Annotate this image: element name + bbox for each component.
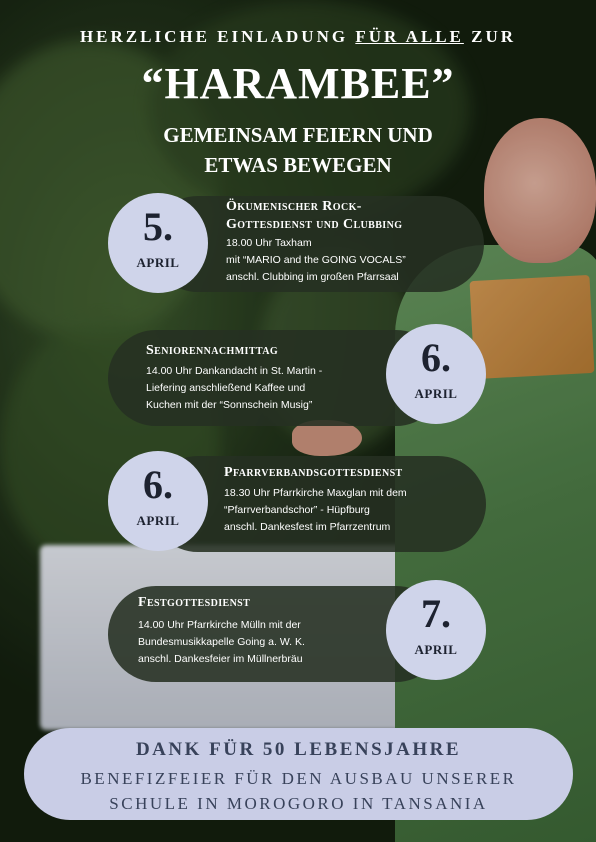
event-title: Ökumenischer Rock- Gottesdienst und Clubbing	[226, 199, 403, 232]
event-details: 18.30 Uhr Pfarrkirche Maxglan mit dem “Pfarrverbandschor” - Hüpfburg anschl. Dankesfest im Pfarrzentrum	[224, 487, 407, 533]
event-details: 18.00 Uhr Taxham mit “MARIO and the GOING VOCALS” anschl. Clubbing im großen Pfarrsaal	[226, 237, 406, 283]
date-badge-3: 6. APRIL	[108, 451, 208, 551]
page-title: “HARAMBEE”	[141, 59, 455, 108]
date-badge-4: 7. APRIL	[386, 580, 486, 680]
event-title: Seniorennachmittag	[146, 343, 279, 358]
invitation-line: HERZLICHE EINLADUNG FÜR ALLE ZUR	[79, 27, 517, 46]
footer-headline: DANK FÜR 50 LEBENSJAHRE	[135, 739, 462, 760]
event-title: Pfarrverbandsgottesdienst	[224, 465, 403, 480]
date-badge-2: 6. APRIL	[386, 324, 486, 424]
footer-banner	[24, 728, 573, 820]
event-details: 14.00 Uhr Dankandacht in St. Martin - Liefering anschließend Kaffee und Kuchen mit der “Sonnschein Musig”	[146, 365, 323, 411]
event-title: Festgottesdienst	[138, 595, 251, 610]
event-details: 14.00 Uhr Pfarrkirche Mülln mit der Bundesmusikkapelle Going a. W. K. anschl. Dankesfeier im Müllnerbräu	[138, 619, 305, 665]
footer-text: BENEFIZFEIER FÜR DEN AUSBAU UNSERER SCHULE IN MOROGORO IN TANSANIA	[80, 769, 517, 813]
page-subtitle: GEMEINSAM FEIERN UND ETWAS BEWEGEN	[163, 123, 433, 177]
date-badge-1: 5. APRIL	[108, 193, 208, 293]
underlined-for-all: FÜR ALLE	[355, 27, 464, 46]
